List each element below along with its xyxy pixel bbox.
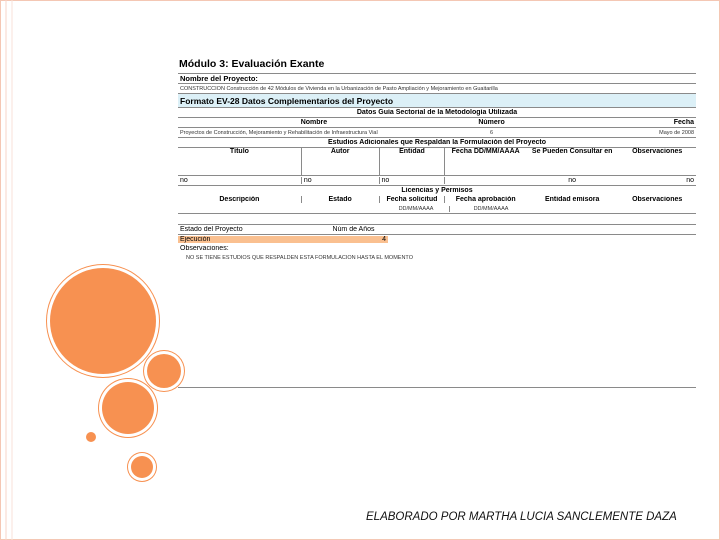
estudios-entidad-value: no: [380, 177, 446, 184]
format-header-row: [178, 94, 696, 108]
licencias-sub-fecha-aprobacion: DD/MM/AAAA: [473, 205, 509, 212]
licencias-columns-row: [178, 195, 696, 204]
estudios-header: Estudios Adicionales que Respaldan la Formulación del Proyecto: [328, 139, 546, 146]
estado-label-row: [178, 224, 696, 235]
spacer: [178, 214, 696, 224]
num-anos-label: Núm de Años: [332, 226, 375, 233]
circle-decoration-3: [102, 382, 154, 434]
author-footer: ELABORADO POR MARTHA LUCIA SANCLEMENTE DAZA: [366, 511, 677, 523]
estudios-col-titulo: Título: [178, 148, 302, 175]
estudios-titulo-value: no: [178, 177, 302, 184]
medium-circle-decoration: [147, 354, 181, 388]
observaciones-text-row: [178, 253, 696, 262]
estado-value: Ejecución: [178, 236, 319, 243]
large-circle-decoration: [50, 268, 156, 374]
project-name-label: Nombre del Proyecto:: [180, 74, 258, 83]
estudios-consultar-value: no: [568, 177, 577, 184]
module-title: Módulo 3: Evaluación Exante: [179, 58, 325, 70]
estudios-col-entidad: Entidad: [380, 148, 446, 175]
observaciones-label: Observaciones:: [180, 245, 229, 252]
licencias-col-entidad: Entidad emisora: [544, 196, 600, 203]
guia-numero-value: 6: [490, 129, 494, 136]
guia-header: Datos Guía Sectorial de la Metodología Utilizada: [356, 109, 518, 116]
guia-fecha-value: Mayo de 2008: [659, 129, 694, 136]
estudios-col-observaciones: Observaciones: [632, 148, 683, 155]
guia-header-row: [178, 108, 696, 118]
bottom-divider: [178, 387, 696, 388]
observaciones-label-row: [178, 244, 696, 253]
licencias-sub-row: [178, 204, 696, 214]
small-circle-decoration: [131, 456, 153, 478]
licencias-col-descripcion: Descripción: [178, 196, 302, 203]
licencias-col-estado: Estado: [302, 196, 380, 203]
licencias-col-observaciones: Observaciones: [632, 196, 683, 203]
estudios-header-row: [178, 138, 696, 148]
estado-label: Estado del Proyecto: [180, 226, 243, 233]
guia-col-fecha: Fecha: [673, 119, 694, 126]
licencias-col-fecha-solicitud: Fecha solicitud: [380, 196, 446, 203]
licencias-header: Licencias y Permisos: [401, 187, 473, 194]
num-anos-value: 4: [319, 236, 388, 243]
spreadsheet-form: [178, 58, 696, 262]
guia-col-numero: Número: [478, 119, 505, 126]
guia-col-nombre: Nombre: [300, 119, 328, 126]
observaciones-text: NO SE TIENE ESTUDIOS QUE RESPALDEN ESTA FORMULACIÓN HASTA EL MOMENTO: [186, 254, 413, 261]
licencias-col-fecha-aprobacion: Fecha aprobación: [455, 196, 516, 203]
estudios-data-row: [178, 176, 696, 186]
project-name-value: CONSTRUCCIÓN Construcción de 42 Módulos de Vivienda en la Urbanización de Pasto Ampliación y Mejoramiento en Guaitarilla: [180, 85, 498, 92]
tiny-circle-decoration: [86, 432, 96, 442]
project-name-label-row: [178, 73, 696, 84]
estudios-col-consultar: Se Pueden Consultar en: [531, 148, 613, 155]
estudios-columns-row: [178, 148, 696, 176]
guia-columns-row: [178, 118, 696, 128]
licencias-header-row: [178, 186, 696, 195]
estudios-col-fecha: Fecha DD/MM/AAAA: [451, 148, 520, 155]
guia-data-row: [178, 128, 696, 138]
estudios-autor-value: no: [302, 177, 380, 184]
format-title: Formato EV-28 Datos Complementarios del Proyecto: [180, 95, 394, 106]
guia-nombre-value: Proyectos de Construcción, Mejoramiento y Rehabilitación de Infraestructura Vial: [180, 129, 378, 136]
project-name-value-row: [178, 84, 696, 94]
estudios-observaciones-value: no: [686, 177, 695, 184]
licencias-sub-fecha-solicitud: DD/MM/AAAA: [383, 206, 450, 212]
estudios-col-autor: Autor: [302, 148, 380, 175]
estado-value-row: [178, 235, 696, 244]
